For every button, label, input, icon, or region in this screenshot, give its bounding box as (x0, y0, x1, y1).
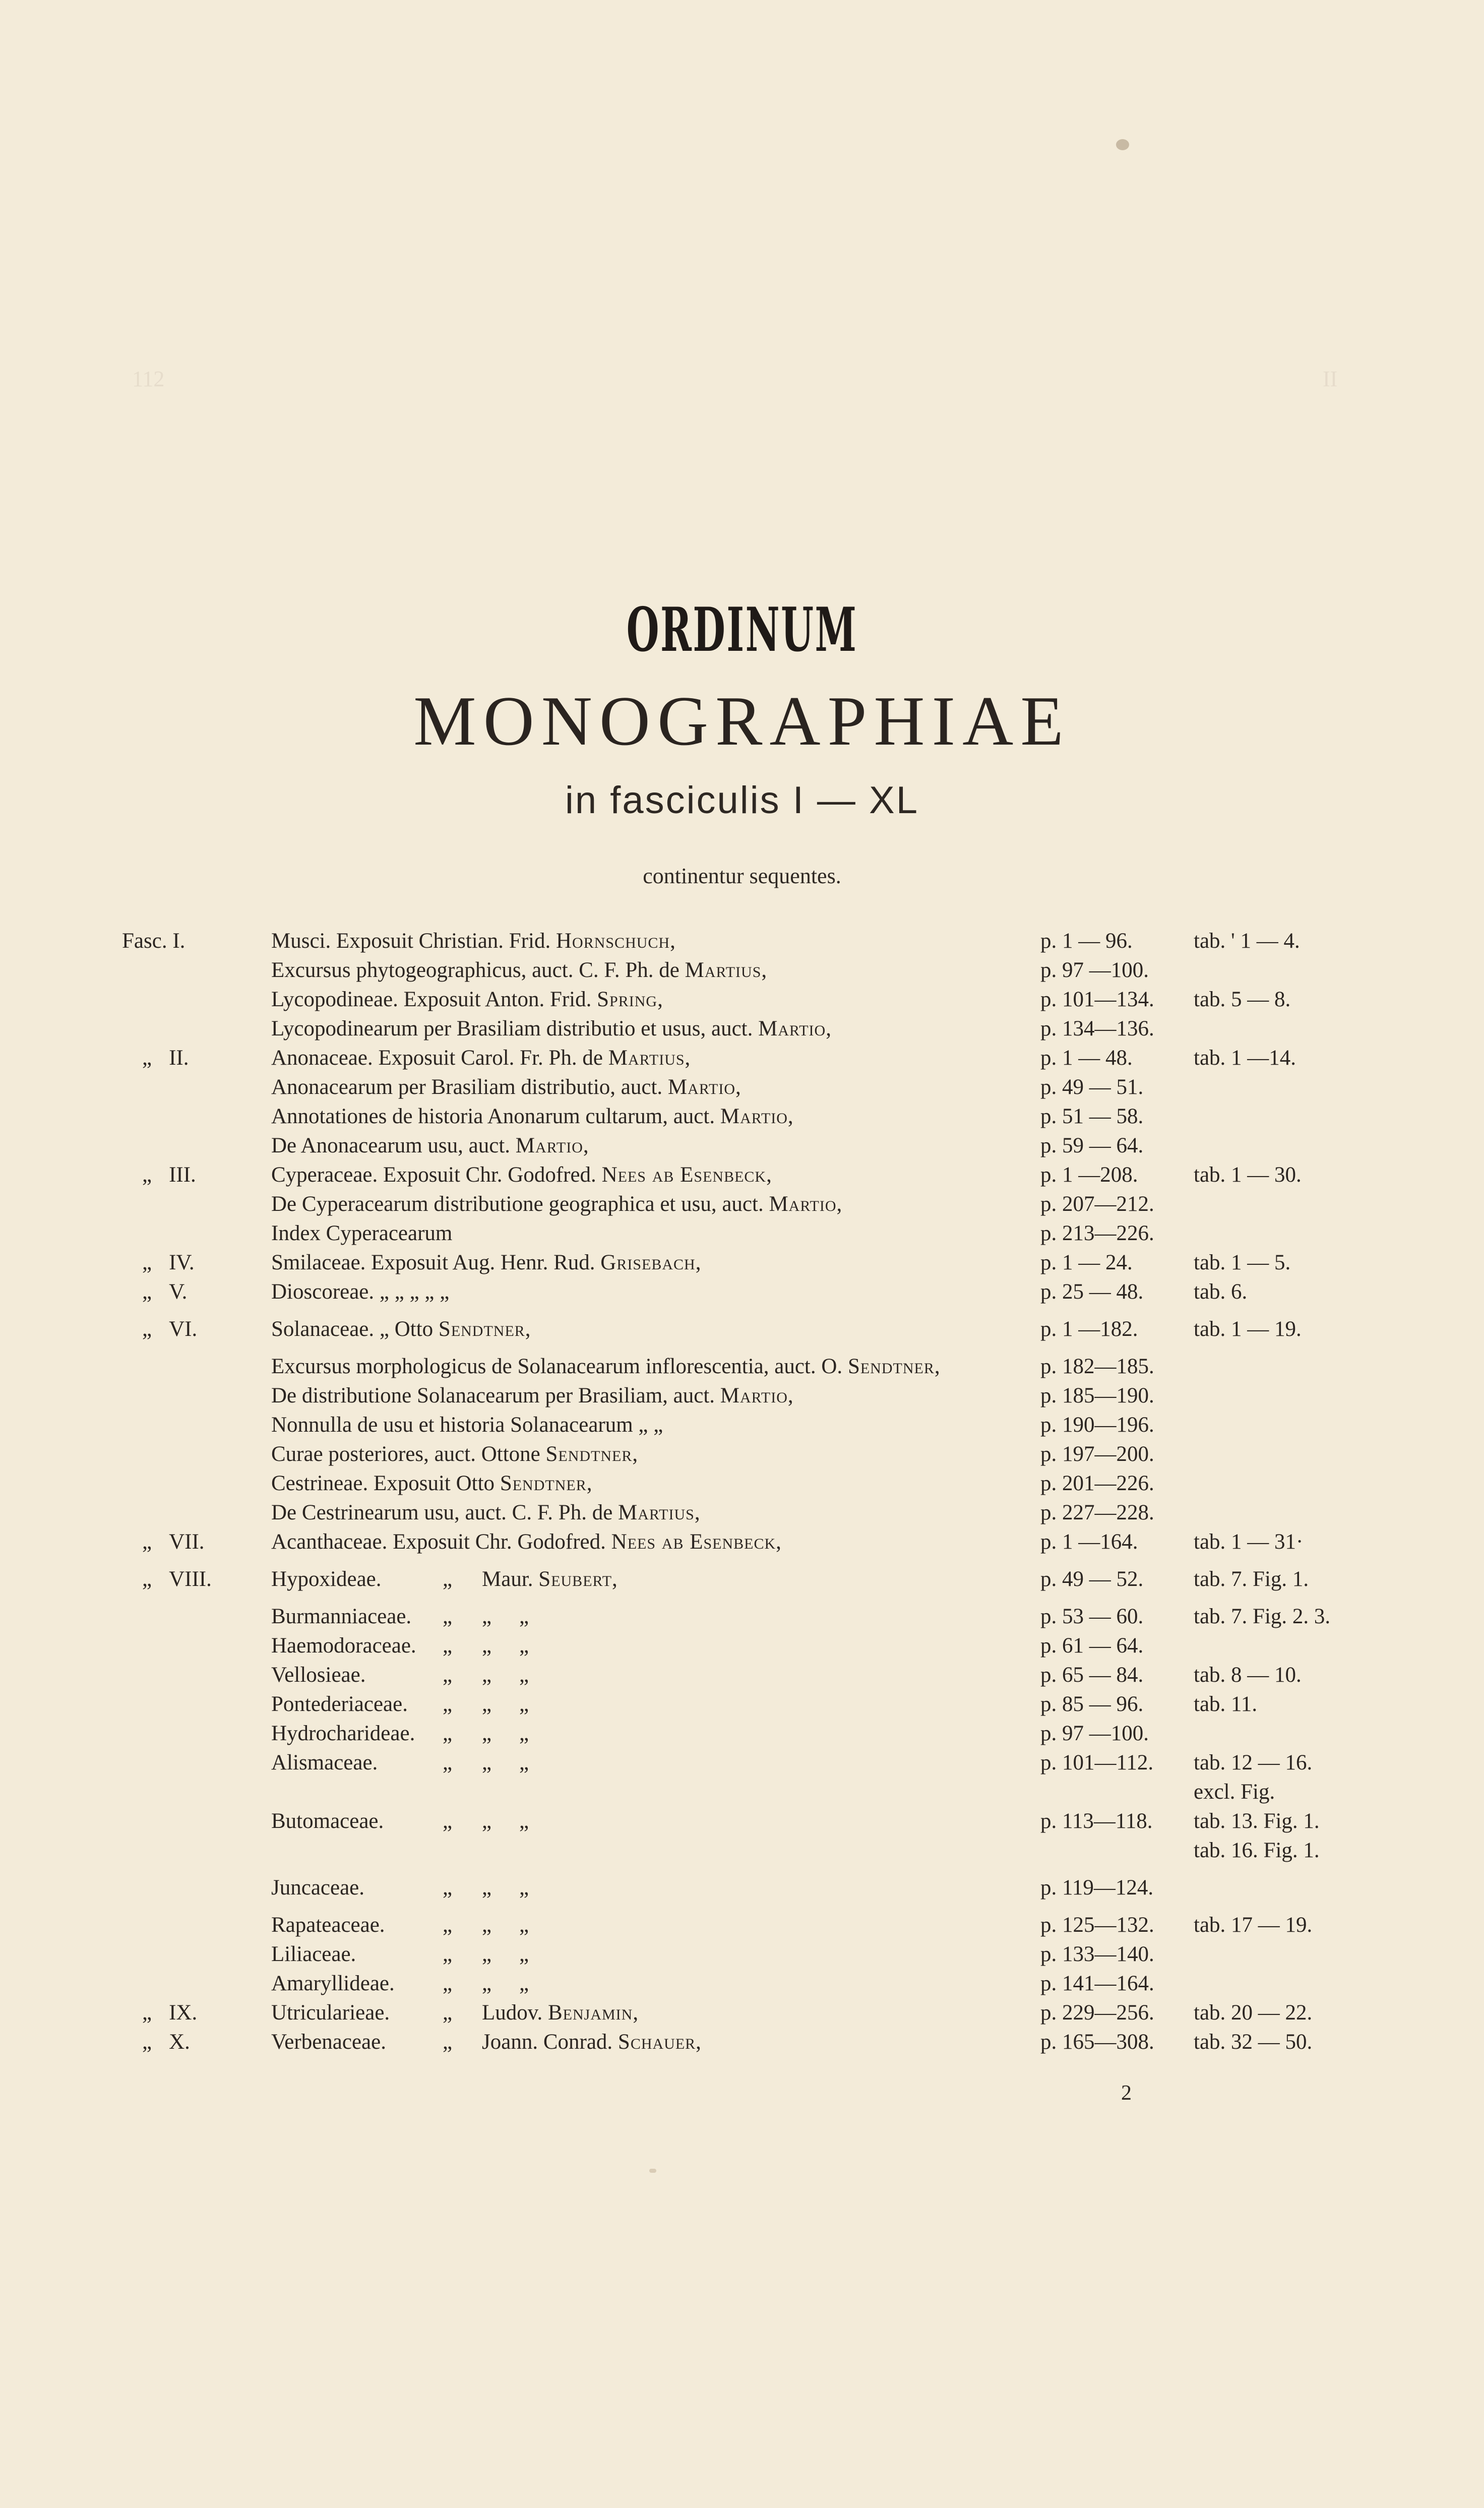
plant-family: Rapateaceae. (271, 1913, 385, 1937)
ditto-mark: „ (519, 1605, 529, 1628)
fascicle-label (122, 927, 185, 956)
entry-description (271, 1969, 556, 1998)
fascicle-number: VIII. (169, 1567, 212, 1591)
entry-description (271, 1073, 741, 1102)
toc-row (0, 1102, 1484, 1131)
fascicle-label: „ X. (142, 2030, 190, 2054)
entry-description (271, 1277, 449, 1307)
page-range: p. 207—212. (1040, 1192, 1154, 1216)
ditto-mark: „ (519, 1809, 529, 1833)
entry-text: Musci. Exposuit Christian. Frid. (271, 929, 556, 953)
plate-range: tab. ' 1 — 4. (1194, 929, 1300, 953)
author-name: Sendtner, (500, 1472, 593, 1495)
toc-row (0, 1440, 1484, 1469)
ditto-mark: „ (482, 1876, 492, 1900)
plate-range: tab. 8 — 10. (1194, 1663, 1302, 1687)
page-number: 2 (1121, 2082, 1132, 2105)
author-name: Sendtner, (438, 1317, 531, 1341)
plate-range: excl. Fig. (1194, 1780, 1275, 1804)
entry-description (271, 1602, 556, 1631)
plate-range: tab. 6. (1194, 1280, 1248, 1304)
page-range: p. 165—308. (1040, 2030, 1154, 2054)
page-range: p. 227—228. (1040, 1501, 1154, 1524)
author-name: Martio, (769, 1192, 843, 1216)
author-name: Grisebach, (600, 1251, 702, 1274)
toc-row (0, 1778, 1484, 1807)
plant-family: Vellosieae. (271, 1663, 366, 1687)
subtitle-fasciculis: in fasciculis I — XL (565, 779, 919, 822)
plant-family: Pontederiaceae. (271, 1692, 408, 1716)
page-range: p. 97 —100. (1040, 958, 1149, 982)
entry-text: Annotationes de historia Anonarum cultarum, auct. (271, 1105, 720, 1128)
plate-range: tab. 32 — 50. (1194, 2030, 1313, 2054)
toc-row (0, 1998, 1484, 2028)
toc-row (0, 1807, 1484, 1836)
ditto-mark: „ (482, 1942, 492, 1966)
author-name: Sendtner, (847, 1355, 941, 1378)
ditto-mark: „ (443, 1809, 453, 1833)
ditto-mark: „ (519, 1913, 529, 1937)
toc-row (0, 1631, 1484, 1661)
fascicle-number: VI. (169, 1317, 198, 1341)
toc-row (0, 1527, 1484, 1565)
toc-row (0, 1873, 1484, 1911)
fascicle-label: „ VII. (142, 1530, 205, 1554)
entry-text: Cyperaceae. Exposuit Chr. Godofred. (271, 1163, 602, 1187)
plant-family: Liliaceae. (271, 1942, 356, 1966)
fascicle-number: IV. (169, 1251, 195, 1274)
plate-range: tab. 17 — 19. (1194, 1913, 1313, 1937)
toc-row (0, 1014, 1484, 1044)
fascicle-number: X. (169, 2030, 190, 2054)
ditto-mark: „ (519, 1972, 529, 1995)
page-range: p. 125—132. (1040, 1913, 1154, 1937)
toc-row (0, 1969, 1484, 1998)
plate-range: tab. 1 — 30. (1194, 1163, 1302, 1187)
entry-description (271, 1690, 556, 1719)
toc-row (0, 1277, 1484, 1315)
toc-row (0, 1661, 1484, 1690)
bleed-through-number: 112 (132, 366, 165, 391)
plant-family: Verbenaceae. (271, 2030, 386, 2054)
page-range: p. 97 —100. (1040, 1722, 1149, 1745)
subtitle-continentur: continentur sequentes. (643, 864, 841, 888)
ditto-mark: „ (482, 1913, 492, 1937)
page-range: p. 1 —182. (1040, 1317, 1138, 1341)
plant-family: Alismaceae. (271, 1751, 378, 1775)
fascicle-label: „ V. (142, 1280, 188, 1304)
author-name: Spring, (597, 988, 663, 1011)
entry-description (271, 1873, 556, 1903)
entry-description (271, 1911, 556, 1940)
page-range: p. 197—200. (1040, 1442, 1154, 1466)
title-block (0, 595, 1484, 891)
entry-text: Smilaceae. Exposuit Aug. Henr. Rud. (271, 1251, 601, 1274)
fascicle-number: V. (169, 1280, 188, 1304)
page-range: p. 101—134. (1040, 988, 1154, 1011)
entry-description (271, 1998, 639, 2028)
ditto-mark: „ (482, 1809, 492, 1833)
entry-description (271, 1160, 772, 1190)
entry-description (271, 985, 663, 1014)
ditto-mark: „ (519, 1942, 529, 1966)
entry-text: Excursus morphologicus de Solanacearum inflorescentia, auct. O. (271, 1355, 848, 1378)
plate-range: tab. 20 — 22. (1194, 2001, 1313, 2025)
author-name: Schauer, (617, 2030, 702, 2054)
page-range: p. 53 — 60. (1040, 1605, 1144, 1628)
toc-row (0, 1160, 1484, 1190)
entry-text: De Cestrinearum usu, auct. C. F. Ph. de (271, 1501, 619, 1524)
page-range: p. 201—226. (1040, 1472, 1154, 1495)
author-name: Seubert, (538, 1567, 618, 1591)
entry-text: Lycopodinearum per Brasiliam distributio et usus, auct. (271, 1017, 759, 1041)
plate-range: tab. 11. (1194, 1692, 1258, 1716)
entry-text: Lycopodineae. Exposuit Anton. Frid. (271, 988, 597, 1011)
toc-row (0, 1602, 1484, 1631)
fascicle-number: III. (169, 1163, 196, 1187)
entry-description (271, 1807, 556, 1836)
author-name: Martio, (758, 1017, 832, 1041)
author-name: Martio, (515, 1134, 589, 1157)
page-range: p. 85 — 96. (1040, 1692, 1144, 1716)
toc-row (0, 985, 1484, 1014)
ditto-mark: „ (519, 1876, 529, 1900)
page-range: p. 185—190. (1040, 1384, 1154, 1408)
page-range: p. 25 — 48. (1040, 1280, 1144, 1304)
plant-family: Haemodoraceae. (271, 1634, 416, 1658)
plate-range: tab. 1 — 31· (1194, 1530, 1304, 1554)
entry-description (271, 1719, 556, 1748)
entry-description (271, 1661, 556, 1690)
ditto-mark: „ (519, 1692, 529, 1716)
page-range: p. 61 — 64. (1040, 1634, 1144, 1658)
ditto-mark: „ (443, 1942, 453, 1966)
author-name: Martius, (685, 958, 768, 982)
fascicle-label: „ IX. (142, 2001, 198, 2025)
author-name: Martio, (720, 1105, 794, 1128)
author-name: Nees ab Esenbeck, (601, 1163, 772, 1187)
entry-text: Curae posteriores, auct. Ottone (271, 1442, 546, 1466)
entry-description (271, 1044, 691, 1073)
entry-text: Anonaceae. Exposuit Carol. Fr. Ph. de (271, 1046, 608, 1070)
toc-row (0, 1044, 1484, 1073)
page-range: p. 141—164. (1040, 1972, 1154, 1995)
page-range: p. 113—118. (1040, 1809, 1153, 1833)
entry-description (271, 1381, 794, 1411)
entry-description (271, 927, 676, 956)
ditto-mark: „ (443, 1913, 453, 1937)
entry-description (271, 1440, 638, 1469)
toc-row (0, 1381, 1484, 1411)
entry-description (271, 1498, 701, 1527)
ditto-mark: „ (482, 1663, 492, 1687)
entry-text: Cestrineae. Exposuit Otto (271, 1472, 500, 1495)
page-range: p. 182—185. (1040, 1355, 1154, 1378)
author-first: Ludov. (482, 2001, 548, 2025)
toc-row (0, 1690, 1484, 1719)
ditto-mark: „ (519, 1751, 529, 1775)
paper-speck (649, 2169, 656, 2173)
author-name: Benjamin, (547, 2001, 639, 2025)
toc-row (0, 1748, 1484, 1778)
entry-description (271, 1565, 618, 1594)
entry-text: De Anonacearum usu, auct. (271, 1134, 516, 1157)
ditto-mark: „ (443, 1692, 453, 1716)
author-name: Sendtner, (545, 1442, 639, 1466)
toc-row (0, 1352, 1484, 1381)
author-name: Hornschuch, (555, 929, 676, 953)
plate-range: tab. 5 — 8. (1194, 988, 1291, 1011)
entry-description (271, 1469, 592, 1498)
author-name: Martio, (720, 1384, 794, 1408)
page-range: p. 49 — 51. (1040, 1075, 1144, 1099)
author-name: Nees ab Esenbeck, (611, 1530, 782, 1554)
ditto-mark: „ (482, 1605, 492, 1628)
ditto-mark: „ (482, 1634, 492, 1658)
entry-text: De Cyperacearum distributione geographica et usu, auct. (271, 1192, 769, 1216)
page-range: p. 59 — 64. (1040, 1134, 1144, 1157)
ditto-mark: „ (443, 1722, 453, 1745)
page-range: p. 65 — 84. (1040, 1663, 1144, 1687)
fascicle-label: „ III. (142, 1163, 196, 1187)
fascicle-number: II. (169, 1046, 189, 1070)
fascicle-number: IX. (169, 2001, 198, 2025)
entry-text: Nonnulla de usu et historia Solanacearum (271, 1413, 633, 1437)
toc-row (0, 1315, 1484, 1352)
ditto-marks: „ „ „ „ „ (379, 1280, 450, 1304)
ditto-mark: „ (443, 1634, 453, 1658)
plant-family: Juncaceae. (271, 1876, 364, 1900)
toc-row (0, 1498, 1484, 1527)
ditto-mark: „ (519, 1634, 529, 1658)
fascicle-label: „ VI. (142, 1317, 198, 1341)
author-first: Maur. (482, 1567, 539, 1591)
author-name: Martius, (618, 1501, 701, 1524)
plant-family: Hydrocharideae. (271, 1722, 415, 1745)
ditto-mark: „ (519, 1722, 529, 1745)
entry-description (271, 1631, 556, 1661)
page-range: p. 1 — 24. (1040, 1251, 1133, 1274)
ditto-mark: „ (443, 2030, 453, 2054)
entry-text: Solanaceae. „ Otto (271, 1317, 439, 1341)
plate-range: tab. 12 — 16. (1194, 1751, 1313, 1775)
toc-row (0, 1940, 1484, 1969)
plant-family: Butomaceae. (271, 1809, 384, 1833)
ditto-mark: „ (482, 1722, 492, 1745)
title-monographiae: MONOGRAPHIAE (413, 682, 1071, 760)
title-ordinum: ORDINUM (626, 594, 858, 665)
toc-row (0, 1411, 1484, 1440)
ditto-mark: „ (482, 1972, 492, 1995)
plate-range: tab. 1 — 19. (1194, 1317, 1302, 1341)
toc-row (0, 1565, 1484, 1602)
entry-description (271, 1131, 589, 1160)
ditto-mark: „ (443, 1605, 453, 1628)
ditto-mark: „ (443, 1876, 453, 1900)
page-range: p. 1 —208. (1040, 1163, 1138, 1187)
page-range: p. 1 — 96. (1040, 929, 1133, 953)
entry-description (271, 1190, 842, 1219)
toc-row (0, 1911, 1484, 1940)
plate-range: tab. 1 — 5. (1194, 1251, 1291, 1274)
ditto-mark: „ (519, 1663, 529, 1687)
fascicle-number: Fasc. I. (122, 929, 186, 953)
page-range: p. 49 — 52. (1040, 1567, 1144, 1591)
entry-description (271, 1352, 941, 1381)
ditto-mark: „ (482, 1692, 492, 1716)
plate-range: tab. 16. Fig. 1. (1194, 1839, 1320, 1862)
entry-text: Anonacearum per Brasiliam distributio, auct. (271, 1075, 668, 1099)
entry-description (271, 1315, 531, 1344)
author-name: Martius, (608, 1046, 691, 1070)
page-range: p. 119—124. (1040, 1876, 1154, 1900)
entry-description (271, 1248, 701, 1277)
fascicle-label: „ IV. (142, 1251, 195, 1274)
entry-description (271, 1748, 556, 1778)
entry-description (271, 956, 767, 985)
ditto-mark: „ (443, 1751, 453, 1775)
plant-family: Burmanniaceae. (271, 1605, 412, 1628)
entry-description (271, 1014, 832, 1044)
plate-range: tab. 7. Fig. 2. 3. (1194, 1605, 1331, 1628)
entry-text: Acanthaceae. Exposuit Chr. Godofred. (271, 1530, 611, 1554)
table-of-contents (0, 927, 1484, 2057)
fascicle-label: „ II. (142, 1046, 189, 1070)
ditto-mark: „ (443, 1972, 453, 1995)
entry-description (271, 1411, 663, 1440)
entry-text: De distributione Solanacearum per Brasiliam, auct. (271, 1384, 720, 1408)
entry-text: Dioscoreae. (271, 1280, 375, 1304)
bleed-through-number-right: II (1323, 366, 1338, 391)
author-name: Martio, (667, 1075, 741, 1099)
ink-spot (1116, 139, 1129, 150)
page-range: p. 133—140. (1040, 1942, 1154, 1966)
toc-row (0, 2028, 1484, 2057)
entry-description (271, 1102, 794, 1131)
toc-row (0, 1719, 1484, 1748)
toc-row (0, 1131, 1484, 1160)
fascicle-number: VII. (169, 1530, 205, 1554)
entry-description (271, 1219, 452, 1248)
page-range: p. 101—112. (1040, 1751, 1154, 1775)
plate-range: tab. 7. Fig. 1. (1194, 1567, 1309, 1591)
ditto-mark: „ (443, 1663, 453, 1687)
plant-family: Utricularieae. (271, 2001, 390, 2025)
page-range: p. 213—226. (1040, 1221, 1154, 1245)
ditto-mark: „ (443, 1567, 453, 1591)
entry-description (271, 2028, 702, 2057)
toc-row (0, 1836, 1484, 1873)
page-range: p. 1 —164. (1040, 1530, 1138, 1554)
entry-text: Excursus phytogeographicus, auct. C. F. Ph. de (271, 958, 685, 982)
entry-text: Index Cyperacearum (271, 1221, 453, 1245)
page-range: p. 190—196. (1040, 1413, 1154, 1437)
toc-row (0, 927, 1484, 956)
page-range: p. 134—136. (1040, 1017, 1154, 1041)
ditto-marks: „ „ (638, 1413, 663, 1437)
page-range: p. 229—256. (1040, 2001, 1154, 2025)
entry-description (271, 1527, 782, 1557)
toc-row (0, 1190, 1484, 1219)
toc-row (0, 1073, 1484, 1102)
entry-description (271, 1940, 556, 1969)
plate-range: tab. 13. Fig. 1. (1194, 1809, 1320, 1833)
toc-row (0, 1219, 1484, 1248)
ditto-mark: „ (443, 2001, 453, 2025)
toc-row (0, 1469, 1484, 1498)
page-range: p. 1 — 48. (1040, 1046, 1133, 1070)
plate-range: tab. 1 —14. (1194, 1046, 1296, 1070)
author-first: Joann. Conrad. (482, 2030, 618, 2054)
page-range: p. 51 — 58. (1040, 1105, 1144, 1128)
fascicle-label: „ VIII. (142, 1567, 212, 1591)
ditto-mark: „ (482, 1751, 492, 1775)
plant-family: Hypoxideae. (271, 1567, 382, 1591)
toc-row (0, 956, 1484, 985)
plant-family: Amaryllideae. (271, 1972, 395, 1995)
toc-row (0, 1248, 1484, 1277)
